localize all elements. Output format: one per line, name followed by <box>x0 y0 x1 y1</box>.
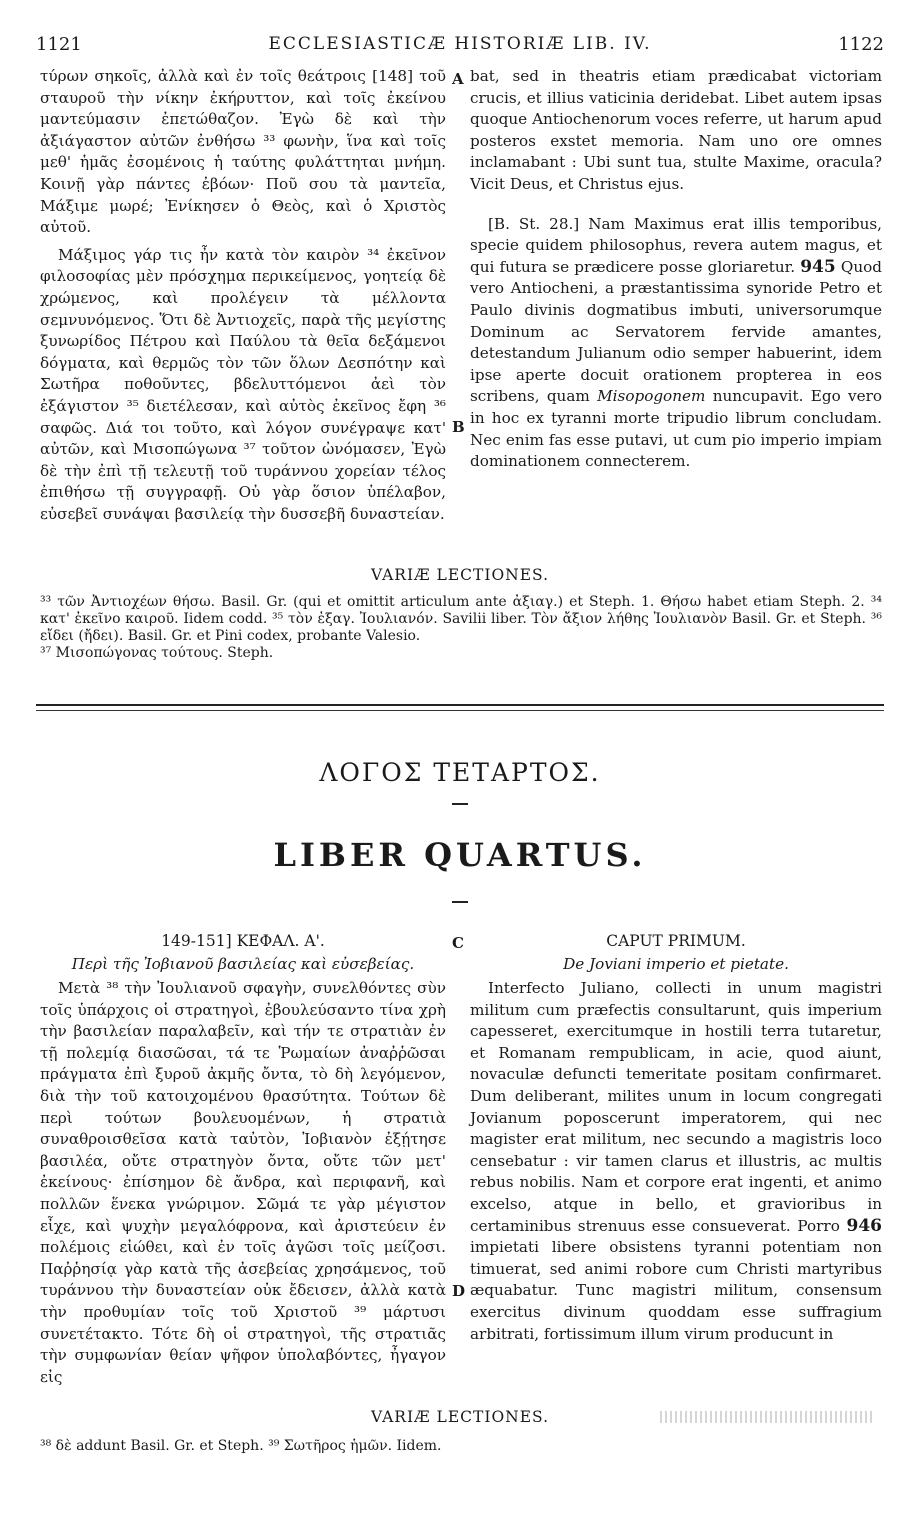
running-title: ECCLESIASTICÆ HISTORIÆ LIB. IV. <box>268 34 652 54</box>
latin-text: impietati libere obsistens tyranni potentiam non timuerat, sed animi robore cum Christi martyribus æquabatur. Tunc magistri militum, consensum exercitus divinum quoddam esse suffragium arbitrati, fortissimum illum virum producunt in <box>470 1238 882 1343</box>
divider-rule <box>36 710 884 711</box>
chapter-subtitle-greek: Περὶ τῆς Ἰοβιανοῦ βασιλείας καὶ εὐσεβείας. <box>71 955 415 973</box>
book-title-latin: LIBER QUARTUS. <box>273 836 647 874</box>
latin-text: [B. St. 28.] Nam Maximus erat illis temporibus, specie quidem philosophus, revera autem magus, et qui futura se prædicere posse gloriaretur. <box>470 214 882 276</box>
greek-column-top <box>40 66 446 525</box>
latin-paragraph <box>470 214 882 473</box>
title-dash <box>452 901 468 903</box>
title-dash <box>452 803 468 805</box>
latin-column-chapter <box>470 978 882 1345</box>
column-number: 945 <box>800 256 836 277</box>
running-head <box>36 34 884 60</box>
note-line: ³⁸ δὲ addunt Basil. Gr. et Steph. ³⁹ Σωτῆρος ἡμῶν. Iidem. <box>40 1438 442 1454</box>
chapter-heading-latin: CAPUT PRIMUM. <box>606 932 746 950</box>
divider-rule <box>36 704 884 706</box>
page-number-right: 1122 <box>838 34 884 55</box>
variae-lectiones-notes <box>40 1438 882 1455</box>
margin-marker-d: D <box>452 1282 466 1300</box>
latin-paragraph <box>470 978 882 1345</box>
chapter-subtitle-latin: De Joviani imperio et pietate. <box>563 955 789 973</box>
latin-paragraph: bat, sed in theatris etiam prædicabat victoriam crucis, et illius vaticinia deridebat. Libet autem ipsas quoque Antiochenorum voces referre, ut harum apud posteros exstet memoria. Nam uno ore omnes inclamabant : Ubi sunt tua, stulte Maxime, oracula? Vicit Deus, et Christus ejus. <box>470 67 882 193</box>
margin-marker-c: C <box>452 934 464 952</box>
note-line: ³³ τῶν Ἀντιοχέων θήσω. Basil. Gr. (qui et omittit articulum ante ἀξιαγ.) et Steph. 1. Θήσω habet etiam Steph. 2. ³⁴ κατ' ἐκεῖνο καιροῦ. Iidem codd. ³⁵ τὸν ἐξαγ. Ἰουλιανόν. Savilii liber. Τὸν ἄξιον λήθης Ἰουλιανὸν Basil. Gr. et Steph. ³⁶ εἴδει (ἤδει). Basil. Gr. et Pini codex, probante Valesio. <box>40 594 882 644</box>
work-title: Misopogonem <box>597 387 706 406</box>
column-number: 946 <box>846 1215 883 1236</box>
chapter-heading-greek: 149-151] ΚΕΦΑΛ. Α'. <box>161 932 325 950</box>
latin-text: Interfecto Juliano, collecti in unum magistri militum cum præfectis consultarunt, quis imperium capesseret, exercitumque in hostili terra tutaretur, et Romanam rempublicam, in acie, quod aiunt, novaculæ defuncti temeritate positam confirmaret. Dum deliberant, milites unum in locum congregati Jovianum poposcerunt imperatorem, qui nec magister erat militum, nec secundo a magistris loco censebatur : vir tamen clarus et illustris, ac multis rebus nobilis. Nam et corpore erat ingenti, et animo excelso, atque in bello, et gravioribus in certaminibus strenuus esse consueverat. Porro <box>470 979 882 1235</box>
book-title-greek: ΛΟΓΟΣ ΤΕΤΑΡΤΟΣ. <box>319 758 601 787</box>
latin-text: nuncupavit. Ego vero in hoc ex tyranni morte tripudio librum concludam. Nec enim fas esse putavi, ut cum pio imperio impiam dominationem connecterem. <box>470 387 883 471</box>
variae-lectiones-heading: VARIÆ LECTIONES. <box>370 566 550 584</box>
greek-paragraph: τύρων σηκοῖς, ἀλλὰ καὶ ἐν τοῖς θεάτροις [148] τοῦ σταυροῦ τὴν νίκην ἐκήρυττον, καὶ τοῖς ἐκείνου μαντεύμασιν ἐπετώθαζον. Ἐγὼ δὲ καὶ τὴν ἀξιάγαστον αὐτῶν ἐνθήσω ³³ φωνὴν, ἵνα καὶ τοῖς μεθ' ἡμᾶς ἐσομένοις ἡ ταύτης φυλάττηται μνήμη. Κοινῇ γὰρ πάντες ἐβόων· Ποῦ σου τὰ μαντεῖα, Μάξιμε μωρέ; Ἐνίκησεν ὁ Θεὸς, καὶ ὁ Χριστὸς αὐτοῦ. <box>40 67 446 237</box>
margin-marker-a: A <box>452 70 464 88</box>
margin-marker-b: B <box>452 418 465 436</box>
latin-column-top <box>470 66 882 473</box>
variae-lectiones-heading: VARIÆ LECTIONES. <box>370 1408 550 1426</box>
note-line: ³⁷ Μισοπώγονας τούτους. Steph. <box>40 645 274 661</box>
library-stamp <box>660 1411 875 1423</box>
page-number-left: 1121 <box>36 34 82 55</box>
latin-text: Quod vero Antiocheni, a præstantissima synoride Petro et Paulo divinis dogmatibus imbuti, universorumque Dominum ac Servatorem fervide amantes, detestandum Julianum odio semper habuerint, idem ipse aperte docuit orationem propterea in eos scribens, quam <box>470 257 882 406</box>
greek-paragraph: Μετὰ ³⁸ τὴν Ἰουλιανοῦ σφαγὴν, συνελθόντες σὺν τοῖς ὑπάρχοις οἱ στρατηγοὶ, ἐβουλεύσαντο τίνα χρὴ τὴν βασιλείαν παραλαβεῖν, καὶ τήν τε στρατιὰν ἐν τῇ πολεμίᾳ διασῶσαι, τά τε Ῥωμαίων ἀναῤῥῶσαι πράγματα ἐπὶ ξυροῦ ἀκμῆς ὄντα, τὸ δὴ λεγόμενον, διὰ τὴν τοῦ κατοιχομένου θρασύτητα. Τούτων δὲ περὶ τούτων βουλευομένων, ἡ στρατιὰ συναθροισθεῖσα κατὰ ταὐτὸν, Ἰοβιανὸν ἐξῄτησε βασιλέα, οὔτε στρατηγὸν ὄντα, οὔτε τῶν μετ' ἐκείνους· ἐπίσημον δὲ ἄνδρα, καὶ περιφανῆ, καὶ πολλῶν ἕνεκα γνώριμον. Σῶμά τε γὰρ μέγιστον εἶχε, καὶ ψυχὴν μεγαλόφρονα, καὶ ἀριστεύειν ἐν πολέμοις εἰώθει, καὶ ἐν τοῖς ἀγῶσι τοῖς μείζοσι. Παῤῥησίᾳ γὰρ κατὰ τῆς ἀσεβείας χρησάμενος, τοῦ τυράννου τὴν δυναστείαν οὐκ ἔδεισεν, ἀλλὰ κατὰ τὴν προθυμίαν τοῖς τοῦ Χριστοῦ ³⁹ μάρτυσι συνετέτακτο. Τότε δὴ οἱ στρατηγοὶ, τῆς στρατιᾶς τὴν συμφωνίαν θείαν ψῆφον ὑπολαβόντες, ἦγαγον εἰς <box>40 979 446 1386</box>
greek-column-chapter <box>40 978 446 1388</box>
greek-paragraph: Μάξιμος γάρ τις ἦν κατὰ τὸν καιρὸν ³⁴ ἐκεῖνον φιλοσοφίας μὲν πρόσχημα περικείμενος, γοητείᾳ δὲ χρώμενος, καὶ προλέγειν τὰ μέλλοντα σεμνυνόμενος. Ὅτι δὲ Ἀντιοχεῖς, παρὰ τῆς μεγίστης ξυνωρίδος Πέτρου καὶ Παύλου τὰ θεῖα δεξάμενοι δόγματα, καὶ θερμῶς τὸν τῶν ὅλων Δεσπότην καὶ Σωτῆρα ποθοῦντες, βδελυττόμενοι ἀεὶ τὸν ἐξάγιστον ³⁵ διετέλεσαν, καὶ αὐτὸς ἐκεῖνος ἔφη ³⁶ σαφῶς. Διά τοι τοῦτο, καὶ λόγον συνέγραψε κατ' αὐτῶν, καὶ Μισοπώγωνα ³⁷ τοῦτον ὠνόμασεν, Ἐγὼ δὲ τὴν ἐπὶ τῇ τελευτῇ τοῦ τυράννου χορείαν τέλος ἐπιθήσω τῇ συγγραφῇ. Οὐ γὰρ ὅσιον ὑπέλαβον, εὐσεβεῖ συνάψαι βασιλείᾳ τὴν δυσσεβῆ δυναστείαν. <box>40 245 446 523</box>
variae-lectiones-notes <box>40 594 882 662</box>
